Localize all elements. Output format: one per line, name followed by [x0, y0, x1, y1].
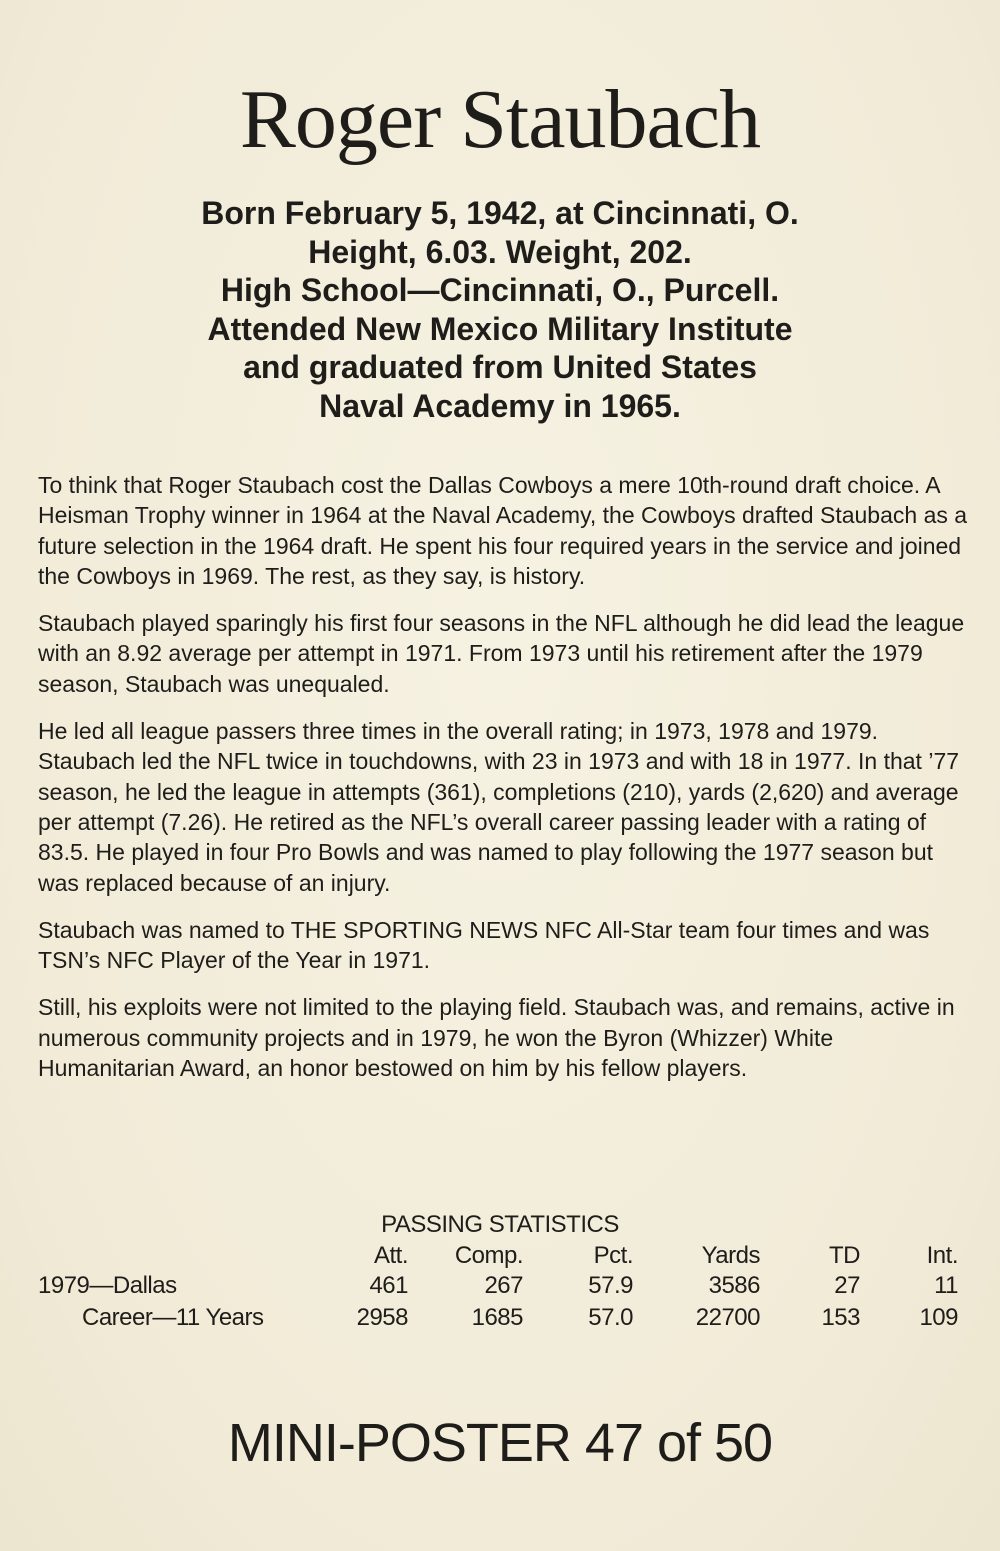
story-paragraph: To think that Roger Staubach cost the Dallas Cowboys a mere 10th-round draft choice. A Heisman Trophy winner in 1964 at the Naval Academy, the Cowboys drafted Staubach as a future selection in the 1964 draft. He spent his four required years in the service and joined the Cowboys in 1969. The rest, as they say, is history.: [38, 472, 968, 589]
stats-row-career: [0, 1302, 1000, 1334]
stats-row-1979: [0, 1270, 1000, 1302]
cell-td: 27: [834, 1272, 860, 1299]
stats-header-row: [0, 1240, 1000, 1272]
stats-title: PASSING STATISTICS: [381, 1211, 619, 1238]
cell-int: 11: [934, 1272, 958, 1299]
cell-yards: 22700: [695, 1304, 760, 1331]
header-att: Att.: [373, 1242, 408, 1269]
header-int: Int.: [926, 1242, 958, 1269]
bio-line: Naval Academy in 1965.: [319, 387, 681, 424]
bio-line: Height, 6.03. Weight, 202.: [308, 233, 692, 270]
cell-comp: 1685: [471, 1304, 523, 1331]
header-pct: Pct.: [593, 1242, 633, 1269]
story-paragraph: Still, his exploits were not limited to the playing field. Staubach was, and remains, active in numerous community projects and in 1979, he won the Byron (Whizzer) White Humanitarian Award, an honor bestowed on him by his fellow players.: [38, 994, 955, 1082]
cell-comp: 267: [484, 1272, 523, 1299]
bio-line: High School—Cincinnati, O., Purcell.: [220, 272, 780, 308]
bio-line: and graduated from United States: [243, 349, 757, 385]
cell-att: 2958: [356, 1304, 408, 1331]
cell-yards: 3586: [708, 1272, 760, 1299]
cell-att: 461: [369, 1272, 408, 1299]
bio-line: Born February 5, 1942, at Cincinnati, O.: [201, 195, 799, 231]
header-comp: Comp.: [454, 1242, 523, 1269]
cell-pct: 57.9: [588, 1272, 633, 1299]
header-yards: Yards: [701, 1242, 760, 1269]
story-paragraph: He led all league passers three times in the overall rating; in 1973, 1978 and 1979. Staubach led the NFL twice in touchdowns, with 23 in 1973 and with 18 in 1977. In that ’77 season, he led the league in attempts (361), completions (210), yards (2,620) and average per attempt (7.26). He retired as the NFL’s overall career passing leader with a rating of 83.5. He played in four Pro Bowls and was named to play following the 1977 season but was replaced because of an injury.: [38, 718, 960, 896]
player-name: Roger Staubach: [239, 73, 761, 166]
cell-td: 153: [821, 1304, 860, 1331]
row-label: Career—11 Years: [82, 1304, 264, 1331]
poster-number: MINI-POSTER 47 of 50: [227, 1413, 773, 1473]
cell-pct: 57.0: [588, 1304, 633, 1331]
story-paragraph: Staubach played sparingly his first four seasons in the NFL although he did lead the league with an 8.92 average per attempt in 1971. From 1973 until his retirement after the 1979 season, Staubach was unequaled.: [38, 610, 965, 697]
bio-line: Attended New Mexico Military Institute: [207, 310, 793, 347]
row-label: 1979—Dallas: [38, 1272, 177, 1299]
story-paragraph: Staubach was named to THE SPORTING NEWS NFC All-Star team four times and was TSN’s NFC Player of the Year in 1971.: [38, 916, 930, 974]
career-story: [38, 470, 968, 1100]
header-td: TD: [829, 1242, 860, 1269]
bio-block: [100, 194, 900, 425]
cell-int: 109: [919, 1304, 958, 1331]
